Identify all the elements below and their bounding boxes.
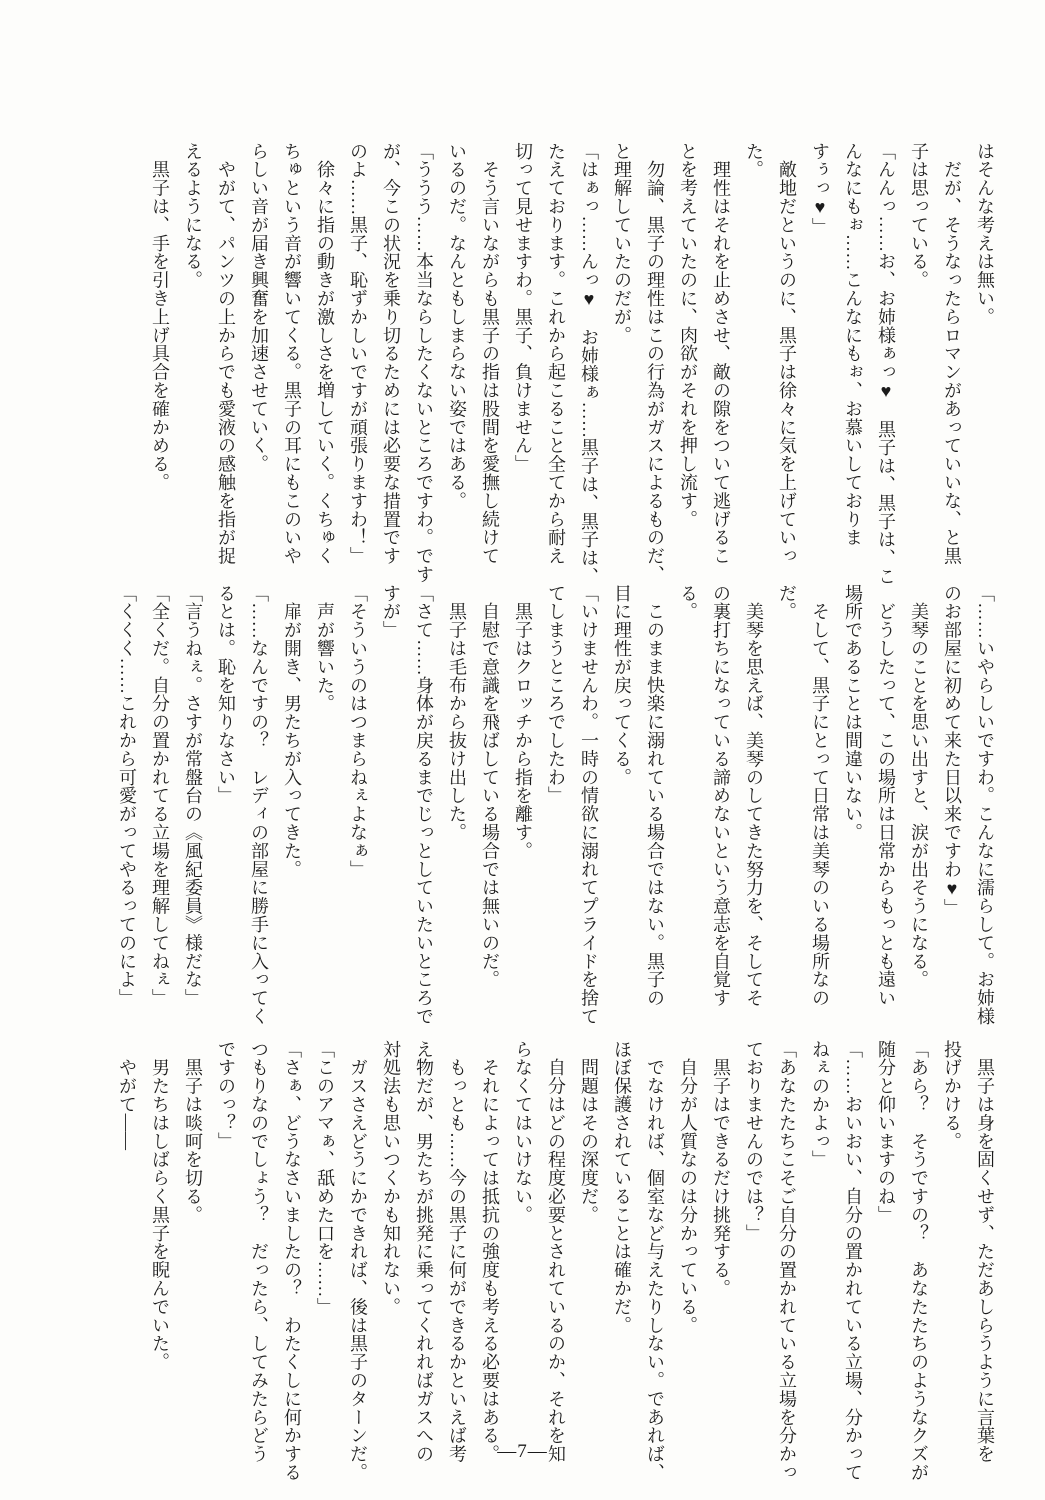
text-column: 切って見せますわ。黒子、負けません」 <box>513 142 533 474</box>
text-column: た。 <box>744 142 764 179</box>
text-column: 「あら？ そうですの？ あなたたちのようなクズが <box>909 1040 929 1482</box>
text-column: のお部屋に初めて来た日以来ですわ♥」 <box>942 584 962 918</box>
text-column: ですのっ？」 <box>216 1040 236 1151</box>
text-column: はそんな考えは無い。 <box>975 142 995 326</box>
text-column: 「言うねぇ。さすが常盤台の《風紀委員》様だな」 <box>183 584 203 1008</box>
text-column: 随分と仰いますのね」 <box>876 1040 896 1224</box>
text-column: ねぇのかよっ」 <box>810 1040 830 1169</box>
text-column: 「くくく……これから可愛がってやるってのによ」 <box>117 584 137 1008</box>
text-column: 自分が人質なのは分かっている。 <box>678 1040 698 1335</box>
text-column: えるようになる。 <box>183 142 203 290</box>
text-column: らしい音が届き興奮を加速させていく。 <box>249 142 269 474</box>
text-column: 「……なんですの？ レディの部屋に勝手に入ってく <box>249 584 269 1026</box>
text-block-top <box>143 142 1001 594</box>
text-column: どうしたって、この場所は日常からもっとも遠い <box>876 584 896 1008</box>
text-column: すぅっ♥」 <box>810 142 830 236</box>
text-column: すが」 <box>381 584 401 640</box>
text-column: 扉が開き、男たちが入ってきた。 <box>282 584 302 879</box>
text-column: え物だが、男たちが挑発に乗ってくれればガスへの <box>414 1040 434 1464</box>
text-column: 場所であることは間違いない。 <box>843 584 863 842</box>
text-column: 黒子は啖呵を切る。 <box>183 1040 203 1224</box>
text-column: 「んんっ……お、お姉様ぁっ♥ 黒子は、黒子は、こ <box>876 142 896 586</box>
text-column: ほぼ保護されていることは確かだ。 <box>612 1040 632 1335</box>
text-column: てしまうところでしたわ」 <box>546 584 566 805</box>
text-column: ておりませんのでは？」 <box>744 1040 764 1243</box>
text-column: 子は思っている。 <box>909 142 929 290</box>
text-column: んなにもぉ……こんなにもぉ、お慕いしておりま <box>843 142 863 547</box>
text-column: 理性はそれを止めさせ、敵の隙をついて逃げるこ <box>711 142 731 566</box>
text-column: いるのだ。なんともしまらない姿ではある。 <box>447 142 467 510</box>
text-column: 徐々に指の動きが激しさを増していく。くちゅく <box>315 142 335 566</box>
text-column: が、今この状況を乗り切るためには必要な措置です <box>381 142 401 566</box>
text-column: 「はぁっ……んっ♥ お姉様ぁ……黒子は、黒子は、 <box>579 142 599 586</box>
text-column: 目に理性が戻ってくる。 <box>612 584 632 787</box>
text-column: 「あなたたちこそご自分の置かれている立場を分かっ <box>777 1040 797 1482</box>
text-column: やがて―― <box>117 1040 137 1151</box>
text-column: ちゅという音が響いてくる。黒子の耳にもこのいや <box>282 142 302 566</box>
text-column: 「ううう……本当ならしたくないところですわ。です <box>414 142 434 584</box>
page-number: ―7― <box>497 1441 548 1462</box>
text-column: 勿論、黒子の理性はこの行為がガスによるものだ、 <box>645 142 665 584</box>
text-column: 「さぁ、どうなさいましたの？ わたくしに何かする <box>282 1040 302 1482</box>
text-column: たえております。これから起こること全てから耐え <box>546 142 566 566</box>
text-column: 美琴を思えば、美琴のしてきた努力を、そしてそ <box>744 584 764 1008</box>
text-column: 投げかける。 <box>942 1040 962 1151</box>
text-column: だ。 <box>777 584 797 621</box>
text-column: 黒子はクロッチから指を離す。 <box>513 584 533 860</box>
text-column: 男たちはしばらく黒子を睨んでいた。 <box>150 1040 170 1372</box>
text-column: 自慰で意識を飛ばしている場合では無いのだ。 <box>480 584 500 989</box>
text-column: つもりなのでしょう？ だったら、してみたらどう <box>249 1040 269 1464</box>
text-column: 黒子は身を固くせず、ただあしらうように言葉を <box>975 1040 995 1464</box>
text-column: このまま快楽に溺れている場合ではない。黒子の <box>645 584 665 1008</box>
text-column: 黒子は毛布から抜け出した。 <box>447 584 467 842</box>
text-column: 黒子はできるだけ挑発する。 <box>711 1040 731 1298</box>
text-column: そう言いながらも黒子の指は股間を愛撫し続けて <box>480 142 500 566</box>
text-column: 「いけませんわ。一時の情欲に溺れてプライドを捨て <box>579 584 599 1026</box>
text-column: でなければ、個室など与えたりしない。であれば、 <box>645 1040 665 1482</box>
text-column: 「……おいおい、自分の置かれている立場、分かって <box>843 1040 863 1482</box>
text-column: のよ……黒子、恥ずかしいですが頑張りますわ！」 <box>348 142 368 566</box>
text-column: だが、そうなったらロマンがあっていいな、と黒 <box>942 142 962 566</box>
text-column: 「……いやらしいですわ。こんなに濡らして。お姉様 <box>975 584 995 1026</box>
text-column: る。 <box>678 584 698 621</box>
text-column: もっとも……今の黒子に何ができるかといえば考 <box>447 1040 467 1464</box>
text-column: 敵地だというのに、黒子は徐々に気を上げていっ <box>777 142 797 566</box>
text-column: 「そういうのはつまらねぇよなぁ」 <box>348 584 368 879</box>
text-column: とを考えていたのに、肉欲がそれを押し流す。 <box>678 142 698 529</box>
text-block-bottom <box>110 1040 1001 1492</box>
text-column: るとは。恥を知りなさい」 <box>216 584 236 805</box>
text-column: 声が響いた。 <box>315 584 335 713</box>
text-column: 「さて……身体が戻るまでじっとしていたいところで <box>414 584 434 1026</box>
text-column: そして、黒子にとって日常は美琴のいる場所なの <box>810 584 830 1008</box>
text-block-middle <box>110 584 1001 1036</box>
text-column: 「このアマぁ、舐めた口を……」 <box>315 1040 335 1316</box>
text-column: の裏打ちになっている諦めないという意志を自覚す <box>711 584 731 1008</box>
text-column: 自分はどの程度必要とされているのか、それを知 <box>546 1040 566 1464</box>
text-column: 対処法も思いつくかも知れない。 <box>381 1040 401 1316</box>
text-column: らなくてはいけない。 <box>513 1040 533 1224</box>
text-column: 「全くだ。自分の置かれてる立場を理解してねぇ」 <box>150 584 170 1008</box>
text-column: 黒子は、手を引き上げ具合を確かめる。 <box>150 142 170 492</box>
text-column: やがて、パンツの上からでも愛液の感触を指が捉 <box>216 142 236 566</box>
text-column: 問題はその深度だ。 <box>579 1040 599 1224</box>
text-column: ガスさえどうにかできれば、後は黒子のターンだ。 <box>348 1040 368 1482</box>
text-column: それによっては抵抗の強度も考える必要はある。 <box>480 1040 500 1464</box>
text-column: と理解していたのだが。 <box>612 142 632 345</box>
text-column: 美琴のことを思い出すと、涙が出そうになる。 <box>909 584 929 989</box>
